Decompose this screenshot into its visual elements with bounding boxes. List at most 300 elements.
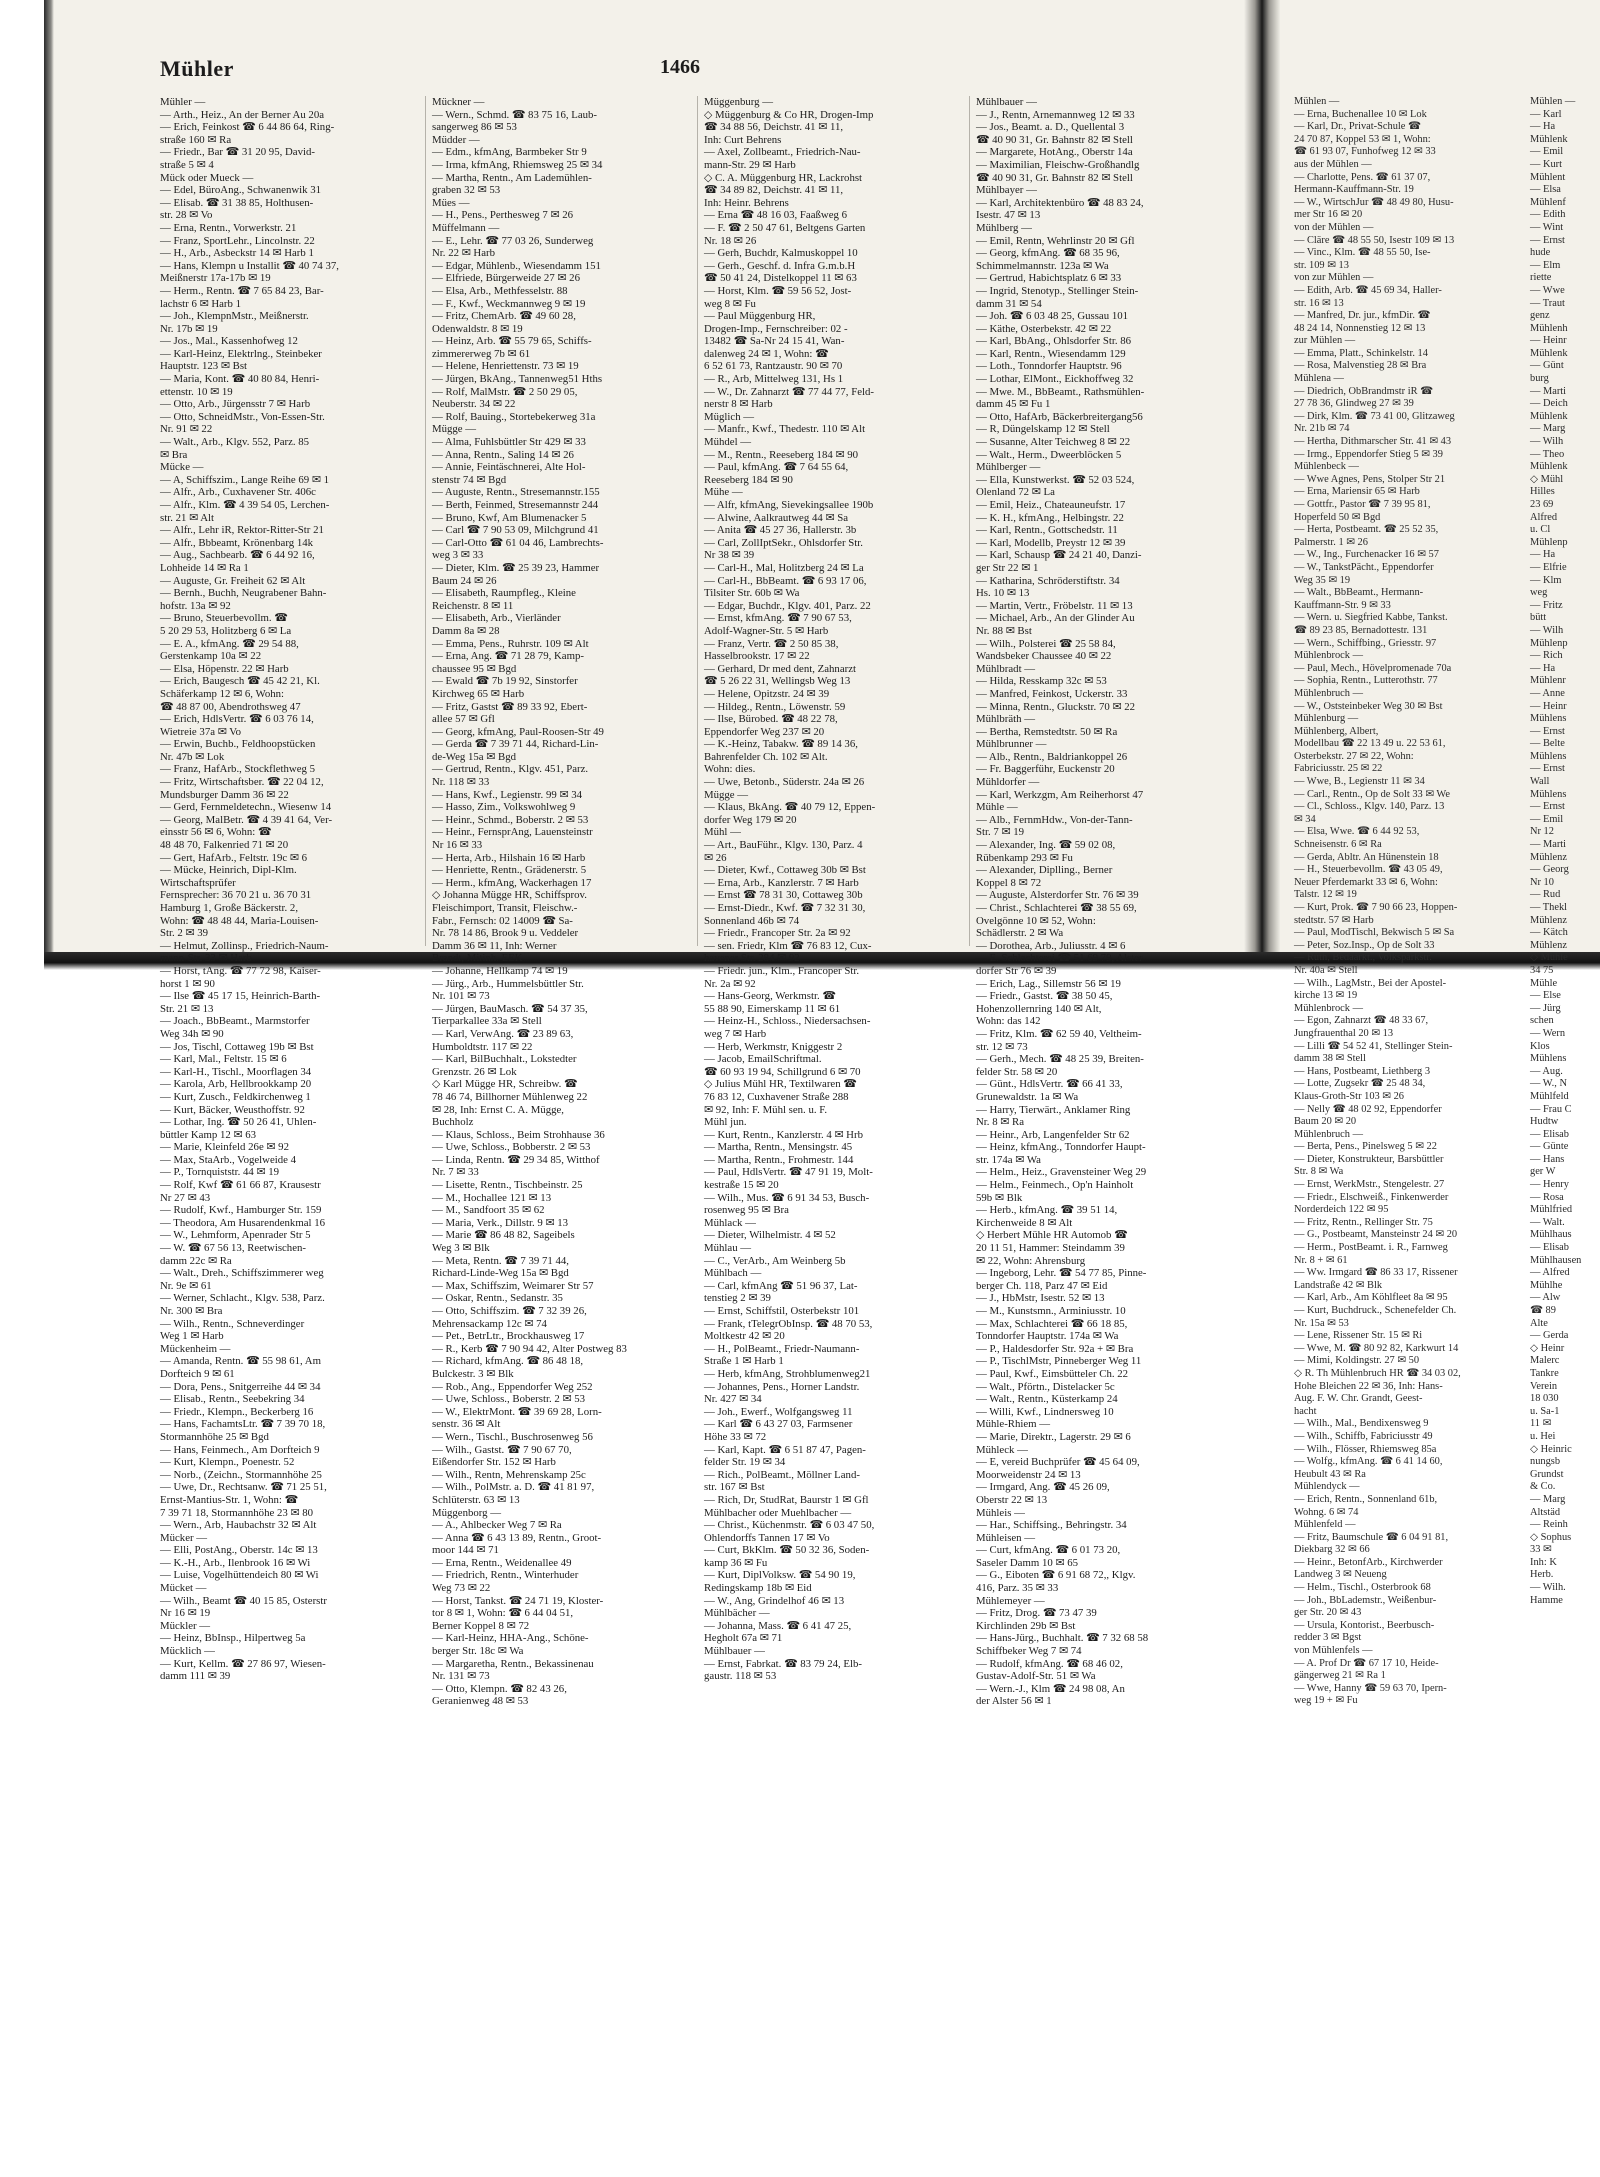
directory-entry-line: Palmerstr. 1 ✉ 26 <box>1294 536 1368 548</box>
directory-entry-line: — Rich., PolBeamt., Möllner Land- <box>704 1468 860 1481</box>
directory-entry-line: — Kurt, Zusch., Feldkirchenweg 1 <box>160 1090 311 1103</box>
directory-entry-line: — Ernst <box>1530 234 1565 246</box>
directory-entry-line: Hauptstr. 123 ✉ Bst <box>160 360 248 373</box>
directory-entry-line: — Karl, VerwAng. ☎ 23 89 63, <box>432 1027 574 1040</box>
directory-entry-line: — W., ElektrMont. ☎ 39 69 28, Lorn- <box>432 1405 602 1418</box>
directory-entry-line: — Günt., HdlsVertr. ☎ 66 41 33, <box>976 1078 1123 1091</box>
directory-entry-line: — Kurt, Bäcker, Weusthoffstr. 92 <box>160 1103 305 1116</box>
directory-entry-line: Mühler — <box>160 96 206 108</box>
directory-entry-line: — Manfred, Dr. jur., kfmDir. ☎ <box>1294 310 1431 322</box>
directory-entry-line: Grundst <box>1530 1468 1564 1480</box>
directory-entry-line: Redingskamp 18b ✉ Eid <box>704 1582 812 1595</box>
directory-entry-line: — Kätch <box>1530 927 1568 939</box>
directory-entry-line: — F., Kwf., Weckmannweg 9 ✉ 19 <box>432 297 586 310</box>
directory-entry-line: — Heinz, BbInsp., Hilpertweg 5a <box>160 1632 306 1645</box>
directory-entry-line: — Charlotte, Pens. ☎ 61 37 07, <box>1294 171 1431 183</box>
directory-entry-line: Schädlerstr. 2 ✉ Wa <box>976 927 1064 940</box>
directory-entry-line: hacht <box>1294 1405 1317 1417</box>
directory-entry-line: Kirchlinden 29b ✉ Bst <box>976 1619 1076 1632</box>
directory-entry-line: — Herta, Arb., Hilshain 16 ✉ Harb <box>432 851 586 864</box>
directory-entry-line: Nr. 131 ✉ 73 <box>432 1670 490 1683</box>
directory-entry-line: allee 57 ✉ Gfl <box>432 713 495 726</box>
directory-entry-line: Müffelmann — <box>432 221 500 234</box>
directory-entry-line: — Lothar, ElMont., Eickhoffweg 32 <box>976 373 1134 386</box>
directory-entry-line: — Erich, Feinkost ☎ 6 44 86 64, Ring- <box>160 121 335 134</box>
directory-entry-line: — Lene, Rissener Str. 15 ✉ Ri <box>1294 1330 1423 1342</box>
directory-entry-line: Str. 7 ✉ 19 <box>976 826 1025 839</box>
directory-entry-line: — Herb., kfmAng. ☎ 39 51 14, <box>976 1204 1118 1217</box>
directory-entry-line: — Emma, Platt., Schinkelstr. 14 <box>1294 347 1428 359</box>
directory-entry-line: — Wilh <box>1530 436 1564 448</box>
directory-entry-line: Mühl — <box>704 826 741 839</box>
directory-entry-line: nerstr 8 ✉ Harb <box>704 398 773 411</box>
directory-entry-line: stedtstr. 57 ✉ Harb <box>1294 914 1374 926</box>
directory-entry-line: — Anna ☎ 6 43 13 89, Rentn., Groot- <box>432 1531 602 1544</box>
running-head: Mühler <box>160 56 234 81</box>
directory-entry-line: — E. Schlachterei ☎ 51 69 79, Alster- <box>976 952 1147 965</box>
directory-entry-line: Tilsiter Str. 60b ✉ Wa <box>704 587 800 600</box>
directory-entry-line: — Heinz, kfmAng., Tonndorfer Haupt- <box>976 1141 1146 1154</box>
directory-entry-line: Mehrensackamp 12c ✉ 74 <box>432 1317 547 1330</box>
directory-entry-line: Mückler — <box>160 1619 211 1632</box>
directory-entry-line: Mühlenbeck — <box>1294 461 1359 473</box>
directory-entry-line: mann-Str. 33 ✉ Harb <box>160 952 252 965</box>
directory-entry-line: — Irmg., Eppendorfer Stieg 5 ✉ 39 <box>1294 448 1443 460</box>
directory-entry-line: — Richard, kfmAng. ☎ 86 48 18, <box>432 1355 584 1368</box>
column-divider <box>969 96 970 946</box>
directory-entry-line: — Theodora, Am Husarendenkmal 16 <box>160 1216 326 1229</box>
directory-entry-line: felder Str. 19 ✉ 34 <box>704 1456 786 1469</box>
directory-entry-line: — Hans, Kwf., Legienstr. 99 ✉ 34 <box>432 788 582 801</box>
directory-entry-line: Isestr. 47 ✉ 13 <box>976 209 1041 222</box>
directory-entry-line: Mücklich — <box>160 1645 215 1658</box>
directory-entry-line: — Anna, Rentn., Saling 14 ✉ 26 <box>432 448 574 461</box>
directory-entry-line: Mühlenfeld — <box>1294 1519 1356 1531</box>
directory-entry-line: — Wilh., Gastst. ☎ 7 90 67 70, <box>432 1443 572 1456</box>
directory-entry-line: — Maria, Verk., Dillstr. 9 ✉ 13 <box>432 1216 568 1229</box>
directory-entry-line: — Erna, Mariensir 65 ✉ Harb <box>1294 486 1420 498</box>
directory-entry-line: 55 88 90, Eimerskamp 11 ✉ 61 <box>704 1002 841 1015</box>
directory-entry-line: ger W <box>1530 1166 1556 1178</box>
directory-entry-line: 78 46 74, Billhorner Mühlenweg 22 <box>432 1090 588 1103</box>
directory-entry-line: — Wern., Tischl., Buschrosenweg 56 <box>432 1430 593 1443</box>
book-gutter <box>1244 0 1280 960</box>
directory-entry-line: Mühlbradt — <box>976 662 1036 675</box>
directory-entry-line: — Mwe. M., BbBeamt., Rathsmühlen- <box>976 385 1145 398</box>
directory-entry-line: — Martha, Rentn., Mensingstr. 45 <box>704 1141 853 1154</box>
directory-entry-line: Klos <box>1530 1040 1550 1052</box>
directory-entry-line: — Rosa, Malvenstieg 28 ✉ Bra <box>1294 360 1427 372</box>
directory-entry-line: ☎ 34 88 56, Deichstr. 41 ✉ 11, <box>704 121 844 134</box>
directory-entry-line: Damm 8a ✉ 28 <box>432 624 500 637</box>
directory-entry-line: Müggenburg — <box>704 96 774 108</box>
directory-entry-line: — Karl-Heinz, HHA-Ang., Schöne- <box>432 1632 589 1645</box>
directory-entry-line: — Walt., Arb., Klgv. 552, Parz. 85 <box>160 436 310 449</box>
directory-entry-line: — Helene, Henriettenstr. 73 ✉ 19 <box>432 360 579 373</box>
directory-entry-line: Mühlenbruch — <box>1294 1128 1363 1140</box>
directory-entry-line: damm 38 ✉ Stell <box>1294 1053 1366 1065</box>
directory-entry-line: & Co. <box>1530 1481 1556 1493</box>
directory-entry-line: — Marg <box>1530 423 1566 435</box>
directory-entry-line: — Kurt, Buchdruck., Schenefelder Ch. <box>1294 1305 1457 1316</box>
directory-entry-line: Schimmelmannstr. 123a ✉ Wa <box>976 259 1109 272</box>
directory-entry-line: Mück oder Mueck — <box>160 171 254 184</box>
directory-entry-line: — Wilh., PolMstr. a. D. ☎ 41 81 97, <box>432 1481 595 1494</box>
page-header <box>160 50 1240 86</box>
directory-entry-line: Bahrenfelder Ch. 102 ✉ Alt. <box>704 750 828 763</box>
directory-entry-line: — Carl ☎ 7 90 53 09, Milchgrund 41 <box>432 524 599 537</box>
directory-entry-line: — Axel, Zollbeamt., Friedrich-Nau- <box>704 146 861 159</box>
directory-entry-line: Baum 20 ✉ 20 <box>1294 1116 1357 1128</box>
directory-entry-line: Mücke — <box>160 461 204 474</box>
directory-column-4 <box>976 96 1234 1708</box>
directory-entry-line: Mühlens <box>1530 1053 1567 1065</box>
directory-entry-line: ◇ C. A. Müggenburg HR, Lackrohst <box>704 171 863 184</box>
directory-entry-line: — Jürg., Arb., Hummelsbüttler Str. <box>432 977 584 990</box>
directory-entry-line: Mühlenf <box>1530 196 1566 208</box>
directory-entry-line: — Erna, Rentn., Vorwerkstr. 21 <box>160 221 297 234</box>
directory-entry-line: — R, Düngelskamp 12 ✉ Stell <box>976 423 1110 436</box>
directory-entry-line: — Erna, Buchenallee 10 ✉ Lok <box>1294 108 1427 120</box>
directory-entry-line: — Helm., Feinmech., Op'n Hainholt <box>976 1179 1134 1192</box>
directory-entry-line: Ovelgönne 10 ✉ 52, Wohn: <box>976 914 1096 927</box>
directory-entry-line: — Max, StaArb., Vogelweide 4 <box>160 1153 297 1166</box>
directory-entry-line: Schneisenstr. 6 ✉ Ra <box>1294 839 1382 851</box>
directory-entry-line: — Alma, Fuhlsbüttler Str 429 ✉ 33 <box>432 436 586 449</box>
directory-entry-line: — Hans <box>1530 1153 1565 1165</box>
directory-entry-line: 33 ✉ <box>1530 1544 1552 1556</box>
directory-entry-line: — Jos., Mal., Kassenhofweg 12 <box>160 335 298 348</box>
directory-entry-line: — Johannes, Pens., Horner Landstr. <box>704 1380 860 1393</box>
directory-entry-line: gängerweg 21 ✉ Ra 1 <box>1294 1670 1386 1682</box>
directory-entry-line: — Kurt, Kellm. ☎ 27 86 97, Wiesen- <box>160 1657 326 1670</box>
directory-entry-line: — Ernst, WerkMstr., Stengelestr. 27 <box>1294 1179 1445 1191</box>
directory-entry-line: — H., Arb., Asbeckstr 14 ✉ Harb 1 <box>160 247 314 260</box>
directory-entry-line: Mühlau — <box>704 1242 752 1255</box>
directory-entry-line: — Emil, Rentn, Wehrlinstr 20 ✉ Gfl <box>976 234 1135 247</box>
directory-entry-line: von der Mühlen — <box>1294 221 1374 233</box>
directory-entry-line: von Mühlenfels — <box>1294 1645 1373 1657</box>
directory-entry-line: — Rud <box>1530 889 1561 901</box>
directory-entry-line: — Walt. <box>1530 1216 1565 1228</box>
directory-entry-line: — Heinr., Arb, Langenfelder Str 62 <box>976 1128 1130 1141</box>
directory-entry-line: — Henry <box>1530 1179 1569 1191</box>
directory-entry-line: — Emil <box>1530 146 1564 158</box>
directory-entry-line: 76 83 12, Cuxhavener Straße 288 <box>704 1090 849 1103</box>
directory-entry-line: Nr. 17b ✉ 19 <box>160 322 218 335</box>
directory-entry-line: ✉ 92, Inh: F. Mühl sen. u. F. <box>704 1103 828 1116</box>
directory-entry-line: Hamme <box>1530 1594 1563 1606</box>
directory-entry-line: — Karl ☎ 6 43 27 03, Farmsener <box>704 1418 853 1431</box>
directory-entry-line: Saseler Damm 10 ✉ 65 <box>976 1556 1079 1569</box>
directory-entry-line: — Ingeborg, Lehr. ☎ 54 77 85, Pinne- <box>976 1267 1147 1280</box>
directory-entry-line: — Irma, kfmAng, Rhiemsweg 25 ✉ 34 <box>432 158 603 171</box>
directory-entry-line: ☎ 40 90 31, Gr. Bahnstr 82 ✉ Stell <box>976 171 1133 184</box>
directory-entry-line: Hegholt 67a ✉ 71 <box>704 1632 783 1645</box>
directory-entry-line: — G., Eiboten ☎ 6 91 68 72,, Klgv. <box>976 1569 1136 1582</box>
directory-entry-line: — Christ., Schlachterei ☎ 38 55 69, <box>976 902 1137 914</box>
directory-entry-line: Moltkestr 42 ✉ 20 <box>704 1330 785 1343</box>
directory-entry-line: — W., WirtschJur ☎ 48 49 80, Husu- <box>1294 196 1454 208</box>
directory-entry-line: — Karl, Schausp ☎ 24 21 40, Danzi- <box>976 549 1142 562</box>
directory-entry-line: Mühlbrunner — <box>976 738 1047 751</box>
directory-entry-line: u. Cl <box>1530 524 1551 536</box>
directory-entry-line: — Harry, Tierwärt., Anklamer Ring <box>976 1103 1131 1116</box>
directory-entry-line: Mühlenk <box>1530 461 1568 473</box>
directory-entry-line: Nr. 47b ✉ Lok <box>160 750 225 763</box>
directory-entry-line: — Fritz, Klm. ☎ 62 59 40, Veltheim- <box>976 1027 1142 1040</box>
directory-entry-line: — Ernst, Schiffstil, Osterbekstr 101 <box>704 1305 860 1317</box>
directory-entry-line: Str. 21 ✉ 13 <box>160 1002 214 1015</box>
directory-entry-line: — Meta, Rentn. ☎ 7 39 71 44, <box>432 1254 570 1267</box>
directory-entry-line: — Aug., Sachbearb. ☎ 6 44 92 16, <box>160 549 315 562</box>
directory-entry-line: — Paul, ModTischl, Bekwisch 5 ✉ Sa <box>1294 927 1455 939</box>
directory-entry-line: — Elsa, Wwe. ☎ 6 44 92 53, <box>1294 826 1420 838</box>
directory-entry-line: — Jacob, EmailSchriftmal. <box>704 1053 822 1066</box>
directory-entry-line: — Helm., Heiz., Gravensteiner Weg 29 <box>976 1166 1147 1179</box>
directory-entry-line: — Elisab., Rentn., Seebekring 34 <box>160 1393 305 1406</box>
directory-entry-line: Baum 24 ✉ 26 <box>432 574 497 587</box>
directory-entry-line: ◇ Mühl <box>1530 473 1564 485</box>
directory-entry-line: — Edel, BüroAng., Schwanenwik 31 <box>160 184 322 197</box>
directory-entry-line: Olenland 72 ✉ La <box>976 486 1055 499</box>
directory-entry-line: aus der Mühlen — <box>1294 158 1372 170</box>
directory-entry-line: — A. Prof Dr ☎ 67 17 10, Heide- <box>1294 1657 1439 1669</box>
directory-entry-line: Mühlen — <box>1294 96 1340 107</box>
directory-entry-line: — Wilh., Mal., Bendixensweg 9 <box>1294 1418 1429 1430</box>
directory-entry-line: — Franz, Vertr. ☎ 2 50 85 38, <box>704 637 839 650</box>
directory-entry-line: — R., Kerb ☎ 7 90 94 42, Alter Postweg 83 <box>432 1342 627 1355</box>
directory-entry-line: Fernsprecher: 36 70 21 u. 36 70 31 <box>160 889 312 902</box>
directory-entry-line: — Lisette, Rentn., Tischbeinstr. 25 <box>432 1179 583 1192</box>
directory-entry-line: — Kurt, Prok. ☎ 7 90 66 23, Hoppen- <box>1294 902 1458 913</box>
directory-entry-line: Hohe Bleichen 22 ✉ 36, Inh: Hans- <box>1294 1380 1443 1392</box>
directory-entry-line: Tonndorfer Hauptstr. 174a ✉ Wa <box>976 1330 1119 1343</box>
directory-entry-line: Mühlenberg, Albert, <box>1294 725 1379 737</box>
directory-entry-line: weg 19 + ✉ Fu <box>1294 1695 1358 1707</box>
directory-entry-line: — Ilse, Bürobed. ☎ 48 22 78, <box>704 713 838 726</box>
directory-entry-line: — Karola, Arb, Hellbrookkamp 20 <box>160 1078 312 1091</box>
directory-entry-line: — Walt., Herm., Dweerblöcken 5 <box>976 448 1122 461</box>
directory-entry-line: — Alfr., Lehr iR, Rektor-Ritter-Str 21 <box>160 524 324 537</box>
directory-entry-line: Hasselbrookstr. 17 ✉ 22 <box>704 650 810 663</box>
directory-entry-line: — Carl-H., BbBeamt. ☎ 6 93 17 06, <box>704 574 867 587</box>
directory-entry-line: — Walt., Rentn., Küsterkamp 24 <box>976 1393 1118 1406</box>
directory-entry-line: Hilles <box>1530 486 1555 498</box>
directory-entry-line: genz <box>1530 310 1550 322</box>
directory-entry-line: — F. ☎ 2 50 47 61, Beltgens Garten <box>704 221 866 234</box>
directory-entry-line: — Auguste, Gr. Freiheit 62 ✉ Alt <box>160 574 306 587</box>
directory-entry-line: — W., Oststeinbeker Weg 30 ✉ Bst <box>1294 700 1443 712</box>
directory-entry-line: — Deich <box>1530 398 1568 410</box>
directory-entry-line: Moorweidenstr 24 ✉ 13 <box>976 1468 1081 1481</box>
directory-entry-line: — K. H., kfmAng., Helbingstr. 22 <box>976 511 1124 524</box>
directory-entry-line: — Anne <box>1530 687 1565 699</box>
directory-entry-line: — Günte <box>1530 1141 1569 1153</box>
directory-entry-line: felder Str. 58 ✉ 20 <box>976 1065 1058 1078</box>
directory-entry-line: — Wwe, B., Legienstr 11 ✉ 34 <box>1294 776 1425 788</box>
directory-entry-line: ◇ Sophus <box>1530 1531 1572 1543</box>
directory-entry-line: — Reinh <box>1530 1519 1568 1531</box>
directory-entry-line: — Rich, Dr, StudRat, Baurstr 1 ✉ Gfl <box>704 1493 869 1506</box>
directory-entry-line: Mühle — <box>976 801 1018 814</box>
directory-entry-line: Mühlbayer — <box>976 184 1037 197</box>
directory-entry-line: schen <box>1530 1015 1554 1027</box>
directory-entry-line: — Otto, Schiffszim. ☎ 7 32 39 26, <box>432 1305 587 1317</box>
directory-entry-line: — A., Ahlbecker Weg 7 ✉ Ra <box>432 1519 562 1532</box>
directory-entry-line: Heubult 43 ✉ Ra <box>1294 1468 1366 1480</box>
directory-entry-line: Weg 73 ✉ 22 <box>432 1582 491 1595</box>
directory-entry-line: — Dora, Pens., Snitgerreihe 44 ✉ 34 <box>160 1380 321 1393</box>
directory-entry-line: — Alfr., Bbbeamt, Krönenbarg 14k <box>160 536 314 549</box>
directory-entry-line: — Otto, Klempn. ☎ 82 43 26, <box>432 1682 567 1695</box>
directory-entry-line: — M., Sandfoort 35 ✉ 62 <box>432 1204 545 1217</box>
directory-entry-line: — Edith <box>1530 209 1566 221</box>
directory-entry-line: 27 78 36, Glindweg 27 ✉ 39 <box>1294 398 1414 410</box>
directory-entry-line: — Wilh., LagMstr., Bei der Apostel- <box>1294 977 1447 989</box>
directory-entry-line: Mühlenburg — <box>1294 713 1359 725</box>
directory-entry-line: Berner Koppel 8 ✉ 72 <box>432 1619 530 1632</box>
directory-entry-line: ◇ Herbert Mühle HR Automob ☎ <box>976 1229 1128 1242</box>
directory-entry-line: — Klm <box>1530 574 1562 586</box>
directory-entry-line: weg 7 ✉ Harb <box>704 1027 767 1040</box>
directory-entry-line: — Marti <box>1530 839 1567 851</box>
directory-entry-line: str. 28 ✉ Vo <box>160 209 213 222</box>
directory-entry-line: — Karl, Arb., Am Köhlfleet 8a ✉ 95 <box>1294 1292 1448 1304</box>
directory-entry-line: — Norb., (Zeichn., Stormannhöhe 25 <box>160 1468 322 1481</box>
directory-entry-line: ◇ Müggenburg & Co HR, Drogen-Imp <box>704 108 874 121</box>
directory-entry-line: straße 160 ✉ Ra <box>160 133 232 146</box>
directory-entry-line: kamp 36 ✉ Fu <box>704 1556 768 1569</box>
directory-entry-line: 11 ✉ <box>1530 1418 1552 1430</box>
directory-entry-line: Ohlendorffs Tannen 17 ✉ Vo <box>704 1531 830 1544</box>
directory-entry-line: Damm 36 ✉ 11, Inh: Werner <box>432 939 557 952</box>
directory-entry-line: — Joach., BbBeamt., Marmstorfer <box>160 1015 310 1028</box>
directory-entry-line: — Linda, Rentn. ☎ 29 34 85, Witthof <box>432 1153 600 1166</box>
directory-entry-line: — Hans, Postbeamt, Liethberg 3 <box>1294 1065 1431 1077</box>
directory-entry-line: Hs. 10 ✉ 13 <box>976 587 1030 600</box>
directory-entry-line: Mühlhaus <box>1530 1229 1572 1241</box>
directory-entry-line: — Ingrid, Stenotyp., Stellinger Stein- <box>976 284 1139 297</box>
directory-entry-line: ◇ Karl Mügge HR, Schreibw. ☎ <box>432 1078 578 1091</box>
directory-entry-line: — Traut <box>1530 297 1565 309</box>
directory-entry-line: Hermann-Kauffmann-Str. 19 <box>1294 184 1414 196</box>
directory-entry-line: — Uwe, Dr., Rechtsanw. ☎ 71 25 51, <box>160 1481 327 1494</box>
directory-entry-line: — Mücke, Heinrich, Dipl-Klm. <box>160 864 297 877</box>
directory-entry-line: — Ewald ☎ 7b 19 92, Sinstorfer <box>432 675 578 688</box>
directory-entry-line: — Fritz, Drog. ☎ 73 47 39 <box>976 1607 1097 1620</box>
directory-entry-line: — Karl, BbAng., Ohlsdorfer Str. 86 <box>976 335 1132 348</box>
directory-entry-line: — Georg, kfmAng, Paul-Roosen-Str 49 <box>432 725 604 738</box>
directory-entry-line: — Carl, kfmAng ☎ 51 96 37, Lat- <box>704 1279 858 1292</box>
directory-entry-line: — Friedrich, Rentn., Winterhuder <box>432 1569 579 1582</box>
directory-entry-line: Nr. 15a ✉ 53 <box>1294 1317 1349 1329</box>
directory-entry-line: zimmererweg 7b ✉ 61 <box>432 347 531 360</box>
directory-entry-line: — Wolfg., kfmAng. ☎ 6 41 14 60, <box>1294 1456 1443 1468</box>
directory-entry-line: Grunewaldstr. 1a ✉ Wa <box>976 1090 1079 1103</box>
directory-entry-line: — Sophia, Rentn., Lutterothstr. 77 <box>1294 675 1438 687</box>
directory-entry-line: — Erich, Lag., Sillemstr 56 ✉ 19 <box>976 977 1121 990</box>
directory-entry-line: horst 1 ✉ 90 <box>160 977 215 990</box>
directory-entry-line: chaussee 95 ✉ Bgd <box>432 662 517 675</box>
directory-entry-line: — Lilli ☎ 54 52 41, Stellinger Stein- <box>1294 1040 1453 1052</box>
facing-page-column-2 <box>1530 96 1600 1606</box>
directory-entry-line: — Gerh., Mech. ☎ 48 25 39, Breiten- <box>976 1053 1144 1066</box>
directory-entry-line: — E. A., kfmAng. ☎ 29 54 88, <box>160 637 299 650</box>
directory-entry-line: — Annie, Feintäschnerei, Alte Hol- <box>432 461 586 474</box>
directory-entry-line: — Alwine, Aalkrautweg 44 ✉ Sa <box>704 511 848 524</box>
directory-entry-line: Str. 2 ✉ 39 <box>160 927 209 940</box>
directory-entry-line: Grenzstr. 26 ✉ Lok <box>432 1065 517 1078</box>
directory-entry-line: — Erna, Arb., Kanzlerstr. 7 ✉ Harb <box>704 876 859 889</box>
directory-entry-line: graben 32 ✉ 53 <box>432 184 501 197</box>
directory-entry-line: — Paul Müggenburg HR, <box>704 310 816 323</box>
directory-entry-line: Nr. 2a ✉ 92 <box>704 977 756 990</box>
directory-entry-line: — Wilh., Rentn., Schneverdinger <box>160 1317 305 1330</box>
directory-entry-line: Neuberstr. 34 ✉ 22 <box>432 398 516 411</box>
directory-entry-line: Mühdel — <box>704 436 752 449</box>
directory-entry-line: — Edith, Arb. ☎ 45 69 34, Haller- <box>1294 284 1442 296</box>
directory-entry-line: Reichenstr. 8 ✉ 11 <box>432 599 514 612</box>
column-divider <box>697 96 698 946</box>
directory-entry-line: — H., PolBeamt., Friedr-Naumann- <box>704 1342 860 1355</box>
directory-entry-line: — Edm., kfmAng, Barmbeker Str 9 <box>432 146 587 159</box>
directory-entry-line: — Heinr., BetonfArb., Kirchwerder <box>1294 1556 1443 1568</box>
directory-entry-line: — Edgar, Mühlenb., Wiesendamm 151 <box>432 259 601 272</box>
directory-entry-line: — Wilh <box>1530 624 1564 636</box>
directory-entry-line: — Herb, Werkmstr, Kniggestr 2 <box>704 1040 843 1053</box>
directory-entry-line: Mühlent <box>1530 171 1566 183</box>
directory-entry-line: Mühlena — <box>1294 373 1344 385</box>
directory-entry-line: — C., VerArb., Am Weinberg 5b <box>704 1254 846 1267</box>
directory-entry-line: — Herm., PostBeamt. i. R., Farnweg <box>1294 1242 1448 1254</box>
directory-entry-line: — Fritz, ChemArb. ☎ 49 60 28, <box>432 310 576 323</box>
directory-entry-line: — Heinz-H., Schloss., Niedersachsen- <box>704 1015 871 1028</box>
directory-entry-line: — Marie, Kleinfeld 26e ✉ 92 <box>160 1141 289 1154</box>
directory-entry-line: Klaus-Groth-Str 103 ✉ 26 <box>1294 1090 1405 1102</box>
directory-entry-line: — Rosa <box>1530 1191 1564 1203</box>
directory-entry-line: hude <box>1530 247 1551 259</box>
directory-entry-line: — Erich, HdlsVertr. ☎ 6 03 76 14, <box>160 713 314 726</box>
directory-entry-line: — Wint <box>1530 221 1564 233</box>
directory-entry-line: — Gerda, Abltr. An Hünenstein 18 <box>1294 851 1439 863</box>
directory-entry-line: — Lothar, Ing. ☎ 50 26 41, Uhlen- <box>160 1116 317 1129</box>
directory-entry-line: Höhe 33 ✉ 72 <box>704 1430 767 1443</box>
directory-entry-line: — Johanne, Hellkamp 74 ✉ 19 <box>432 964 568 977</box>
directory-entry-line: 13482 ☎ Sa-Nr 24 15 41, Wan- <box>704 335 845 348</box>
directory-entry-line: damm 45 ✉ Fu 1 <box>976 398 1051 411</box>
directory-entry-line: 48 48 70, Falkenried 71 ✉ 20 <box>160 839 289 852</box>
directory-entry-line: — Fritz, Gastst ☎ 89 33 92, Ebert- <box>432 700 588 713</box>
directory-entry-line: Nr. 9e ✉ 61 <box>160 1279 212 1292</box>
directory-entry-line: Fabr., Fernsch: 02 14009 ☎ Sa- <box>432 914 573 927</box>
directory-entry-line: — Kurt, Klempn., Poenestr. 52 <box>160 1456 295 1469</box>
directory-entry-line: — W., Ang, Grindelhof 46 ✉ 13 <box>704 1594 845 1607</box>
directory-entry-line: — Cl., Schloss., Klgv. 140, Parz. 13 <box>1294 801 1445 813</box>
directory-entry-line: — E., Lehr. ☎ 77 03 26, Sunderweg <box>432 234 594 247</box>
directory-entry-line: einsstr 56 ✉ 6, Wohn: ☎ <box>160 826 272 839</box>
directory-entry-line: — Alexander, Diplling., Berner <box>976 864 1113 877</box>
directory-entry-line: ◇ Julius Mühl HR, Textilwaren ☎ <box>704 1078 857 1091</box>
directory-entry-line: — Horst, Klm. ☎ 59 56 52, Jost- <box>704 284 852 297</box>
directory-entry-line: 7 39 71 18, Stormannhöhe 23 ✉ 80 <box>160 1506 313 1519</box>
directory-entry-line: — Max, Schiffszim, Weimarer Str 57 <box>432 1279 594 1292</box>
directory-entry-line: — Hans, Klempn u Installit ☎ 40 74 37, <box>160 259 339 272</box>
directory-entry-line: — Franz, SportLehr., Lincolnstr. 22 <box>160 234 315 247</box>
directory-entry-line: — M., Rentn., Reeseberg 184 ✉ 90 <box>704 448 858 461</box>
directory-entry-line: — Horst, tAng. ☎ 77 72 98, Kaiser- <box>160 964 321 977</box>
directory-entry-line: Mühe — <box>704 486 743 499</box>
